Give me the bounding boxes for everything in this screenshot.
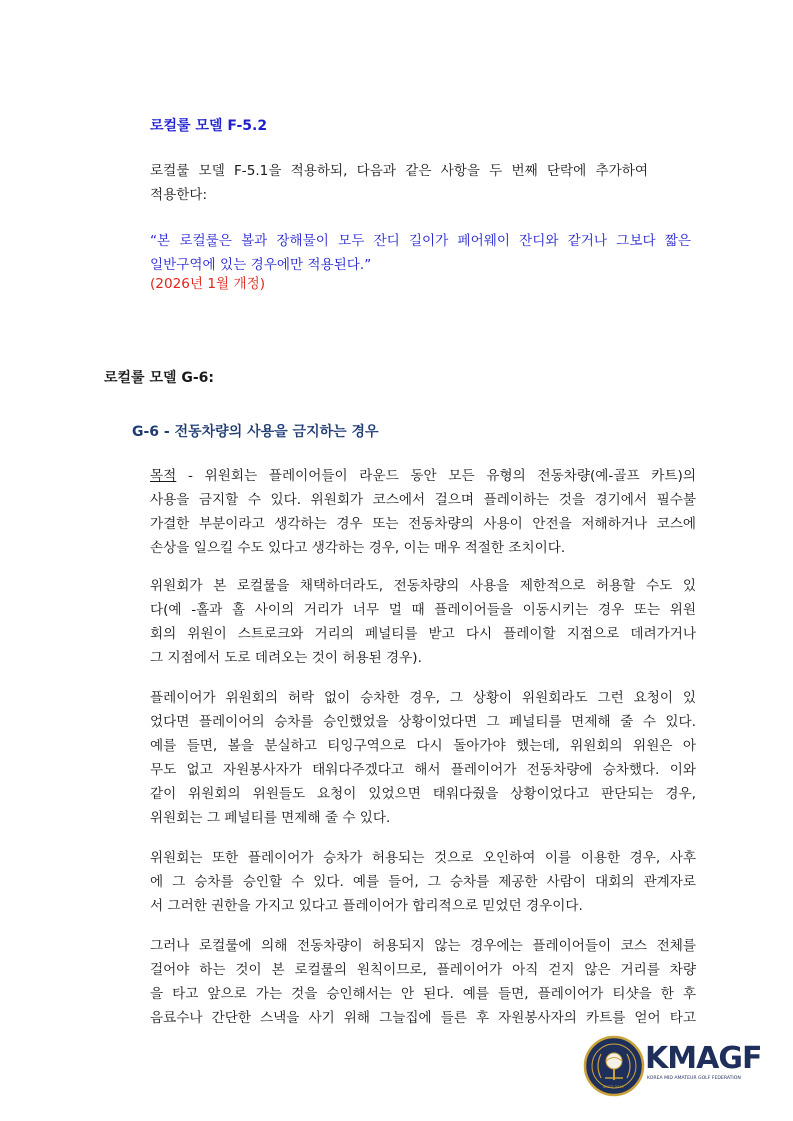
paragraph-line: 걸어야 하는 것이 본 로컬룰의 원칙이므로, 플레이어가 아직 걷지 않은 거리를 차량 <box>150 962 696 978</box>
kmagf-logo <box>583 1034 763 1098</box>
f52-title: 로컬룰 모델 F-5.2 <box>150 118 268 134</box>
paragraph-line: 가결한 부분이라고 생각하는 경우 또는 전동차량의 사용이 안전을 저해하거나 코스에 <box>150 516 696 532</box>
paragraph-line: 목적 - 위원회는 플레이어들이 라운드 동안 모든 유형의 전동차량(예-골프 카트)의 <box>150 468 696 484</box>
paragraph-line: 그 지점에서 도로 데려오는 것이 허용된 경우). <box>150 650 422 666</box>
f52-quote <box>150 229 691 277</box>
f52-revision-note: (2026년 1월 개정) <box>150 276 266 292</box>
g6-paragraph-5 <box>150 934 696 1030</box>
paragraph-line: 었다면 플레이어의 승차를 승인했었을 상황이었다면 그 페널티를 면제해 줄 수 있다. <box>150 714 696 730</box>
g6-paragraph-4 <box>150 846 696 918</box>
paragraph-line: 에 그 승차를 승인할 수 있다. 예를 들어, 그 승차를 제공한 사람이 대회의 관계자로 <box>150 874 696 890</box>
paragraph-line: 위원회는 그 페널티를 면제해 줄 수 있다. <box>150 810 391 826</box>
logo-since: SINCE 2019 <box>603 1085 624 1089</box>
g6-title: 로컬룰 모델 G-6: <box>104 370 215 386</box>
paragraph-line: 위원회는 또한 플레이어가 승차가 허용되는 것으로 오인하여 이를 이용한 경우, 사후 <box>150 850 696 866</box>
paragraph-line: 예를 들면, 볼을 분실하고 티잉구역으로 다시 돌아가야 했는데, 위원회의 위원은 아 <box>150 738 696 754</box>
paragraph-line: 손상을 일으킬 수도 있다고 생각하는 경우, 이는 매우 적절한 조치이다. <box>150 540 566 556</box>
paragraph-line: 사용을 금지할 수 있다. 위원회가 코스에서 걸으며 플레이하는 것을 경기에서 필수불 <box>150 492 696 508</box>
f52-intro-line: 적용한다: <box>150 187 208 203</box>
g6-paragraph-3 <box>150 686 696 830</box>
paragraph-line: 다(예 -홀과 홀 사이의 거리가 너무 멀 때 플레이어들을 이동시키는 경우 또는 위원 <box>150 602 696 618</box>
f52-intro-line: 로컬룰 모델 F-5.1을 적용하되, 다음과 같은 사항을 두 번째 단락에 추가하여 <box>150 163 648 179</box>
logo-wordmark: KMAGF <box>645 1041 762 1076</box>
paragraph-line: 위원회가 본 로컬룰을 채택하더라도, 전동차량의 사용을 제한적으로 허용할 수도 있 <box>150 578 696 594</box>
f52-quote-line: 일반구역에 있는 경우에만 적용된다.” <box>150 257 372 273</box>
paragraph-line: 그러나 로컬룰에 의해 전동차량이 허용되지 않는 경우에는 플레이어들이 코스 전체를 <box>150 938 696 954</box>
paragraph-line: 무도 없고 자원봉사자가 태워다주겠다고 해서 플레이어가 전동차량에 승차했다. 이와 <box>150 762 696 778</box>
paragraph-line: 플레이어가 위원회의 허락 없이 승차한 경우, 그 상황이 위원회라도 그런 요청이 있 <box>150 690 696 706</box>
paragraph-line: 서 그러한 권한을 가지고 있다고 플레이어가 합리적으로 믿었던 경우이다. <box>150 898 583 914</box>
g6-subtitle: G-6 - 전동차량의 사용을 금지하는 경우 <box>132 424 379 440</box>
f52-intro <box>150 159 648 207</box>
g6-paragraph-1 <box>150 464 696 560</box>
purpose-label: 목적 <box>150 468 177 484</box>
paragraph-line: 회의 위원이 스트로크와 거리의 페널티를 받고 다시 플레이할 지점으로 데려가거나 <box>150 626 696 642</box>
logo-tagline: KOREA MID AMATEUR GOLF FEDERATION <box>647 1076 741 1081</box>
g6-paragraph-2 <box>150 574 696 670</box>
paragraph-line: 같이 위원회의 위원들도 요청이 있었으면 태워다줬을 상황이었다고 판단되는 경우, <box>150 786 696 802</box>
paragraph-line: 을 타고 앞으로 가는 것을 승인해서는 안 된다. 예를 들면, 플레이어가 티샷을 한 후 <box>150 986 696 1002</box>
f52-quote-line: “본 로컬룰은 볼과 장해물이 모두 잔디 길이가 페어웨이 잔디와 같거나 그보다 짧은 <box>150 233 691 249</box>
paragraph-line: 음료수나 간단한 스낵을 사기 위해 그늘집에 들른 후 자원봉사자의 카트를 얻어 타고 <box>150 1010 696 1026</box>
